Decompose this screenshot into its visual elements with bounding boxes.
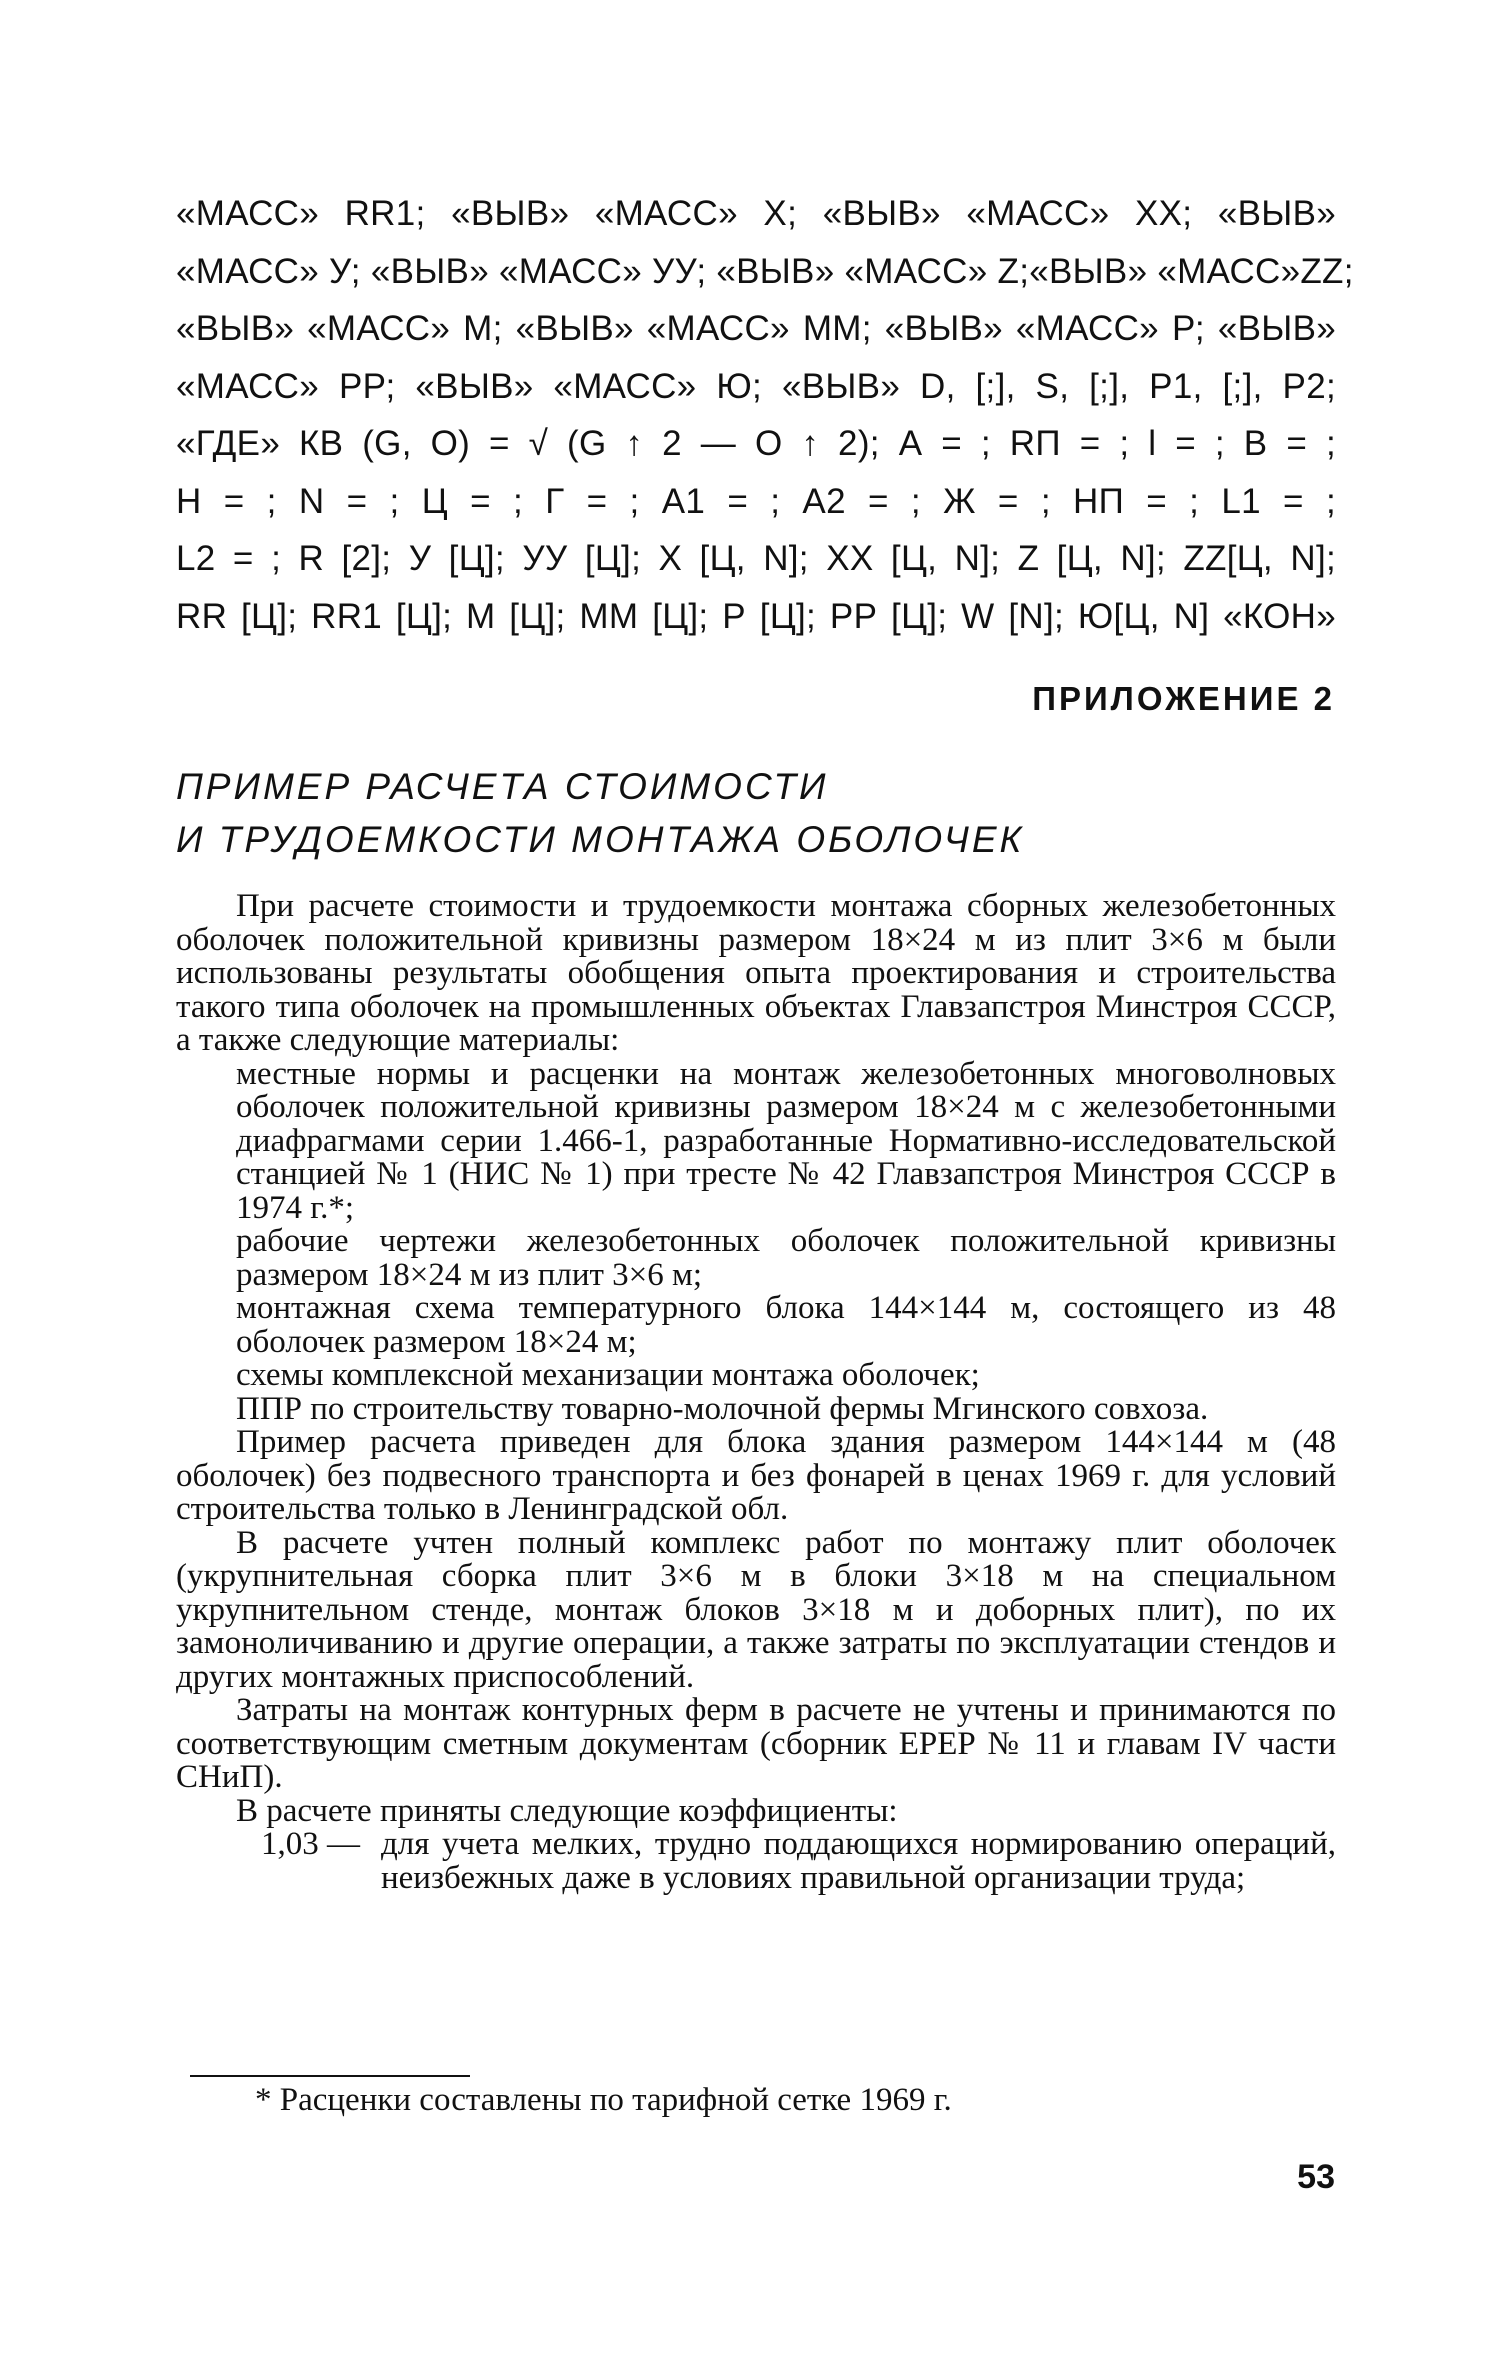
body-text (176, 890, 1336, 1895)
list-item: местные нормы и расценки на монтаж железобетонных многоволновых оболочек положительной кривизны размером 18×24 м с железобетонными диафрагмами серии 1.466-1, разработанные Нормативно-исследовательской станцией № 1 (НИС № 1) при тресте № 42 Главзапстроя Минстроя СССР в 1974 г.*; (236, 1055, 1336, 1226)
coefficient-item (176, 1828, 1336, 1895)
code-line: «ГДЕ» КВ (G, О) = √ (G ↑ 2 — О ↑ 2); А = ; RП = ; l = ; В = ; (176, 424, 1336, 463)
coefficient-text: для учета мелких, трудно поддающихся нормированию операций, неизбежных даже в условиях правильной организации труда; (381, 1826, 1336, 1896)
paragraph (176, 1390, 1336, 1427)
program-listing (176, 185, 1354, 645)
paragraph: Затраты на монтаж контурных ферм в расчете не учтены и принимаются по соответствующим сметным документам (сборник ЕРЕР № 11 и главам IV части СНиП). (176, 1692, 1336, 1795)
code-line: RR [Ц]; RR1 [Ц]; М [Ц]; ММ [Ц]; Р [Ц]; РР [Ц]; W [N]; Ю[Ц, N] «КОН» (176, 596, 1336, 636)
paragraph: При расчете стоимости и трудоемкости монтажа сборных железобетонных оболочек положительной кривизны размером 18×24 м из плит 3×6 м были использованы результаты обобщения опыта проектирования и строительства такого типа оболочек на промышленных объектах Главзапстроя Минстроя СССР, а также следующие материалы: (176, 888, 1336, 1058)
code-line: Н = ; N = ; Ц = ; Г = ; А1 = ; А2 = ; Ж = ; НП = ; L1 = ; (176, 481, 1336, 521)
code-line: «ВЫВ» «МАСС» М; «ВЫВ» «МАСС» ММ; «ВЫВ» «МАСС» Р; «ВЫВ» (176, 309, 1336, 348)
paragraph (176, 1359, 1336, 1393)
coefficient-value: 1,03 — (261, 1826, 360, 1862)
list-item: монтажная схема температурного блока 144×144 м, состоящего из 48 оболочек размером 18×24 м; (236, 1290, 1336, 1360)
paragraph: Пример расчета приведен для блока здания размером 144×144 м (48 оболочек) без подвесного транспорта и без фонарей в ценах 1969 г. для условий строительства только в Ленинградской обл. (176, 1424, 1336, 1527)
footnote: * Расценки составлены по тарифной сетке 1969 г. (255, 2082, 952, 2118)
code-line: «МАСС» РР; «ВЫВ» «МАСС» Ю; «ВЫВ» D, [;], S, [;], Р1, [;], Р2; (176, 366, 1336, 406)
footnote-divider (190, 2075, 470, 2077)
code-line: «МАСС» У; «ВЫВ» «МАСС» УУ; «ВЫВ» «МАСС» Z;«ВЫВ» «МАСС»ZZ; (176, 251, 1354, 291)
section-title-line: И ТРУДОЕМКОСТИ МОНТАЖА ОБОЛОЧЕК (176, 819, 1025, 860)
appendix-label: ПРИЛОЖЕНИЕ 2 (1032, 680, 1335, 717)
section-title-line: ПРИМЕР РАСЧЕТА СТОИМОСТИ (176, 766, 829, 807)
list-item: рабочие чертежи железобетонных оболочек положительной кривизны размером 18×24 м из плит 3×6 м; (236, 1223, 1336, 1293)
paragraph (176, 1225, 1336, 1292)
paragraph: В расчете приняты следующие коэффициенты: (236, 1792, 898, 1829)
paragraph (176, 1292, 1336, 1359)
code-line: «МАСС» RR1; «ВЫВ» «МАСС» X; «ВЫВ» «МАСС» XX; «ВЫВ» (176, 194, 1336, 233)
paragraph: В расчете учтен полный комплекс работ по монтажу плит оболочек (укрупнительная сборка плит 3×6 м в блоки 3×18 м на специальном укрупнительном стенде, монтаж блоков 3×18 м и доборных плит), по их замоноличиванию и другие операции, а также затраты по эксплуатации стендов и других монтажных приспособлений. (176, 1524, 1336, 1695)
page-number: 53 (1297, 2158, 1335, 2196)
list-item: ППР по строительству товарно-молочной фермы Мгинского совхоза. (236, 1390, 1209, 1427)
code-line: L2 = ; R [2]; У [Ц]; УУ [Ц]; Х [Ц, N]; XX [Ц, N]; Z [Ц, N]; ZZ[Ц, N]; (176, 539, 1336, 578)
list-item: схемы комплексной механизации монтажа оболочек; (236, 1357, 980, 1393)
section-title (176, 760, 1336, 866)
paragraph (176, 1055, 1336, 1226)
